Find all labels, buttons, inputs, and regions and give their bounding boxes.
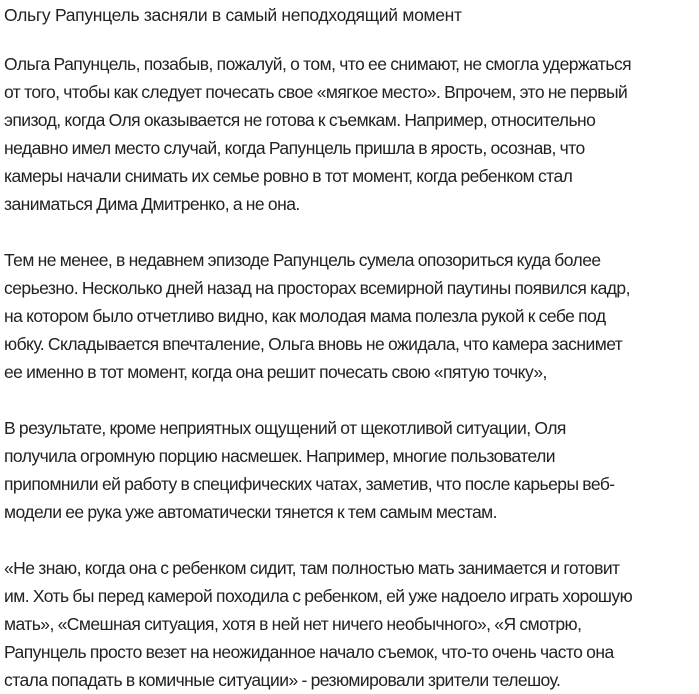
article-paragraph-4 <box>4 554 699 694</box>
paragraph-line: ее именно в тот момент, когда она решит почесать свою «пятую точку», <box>4 362 547 382</box>
paragraph-line: мать», «Смешная ситуация, хотя в ней нет ничего необычного», «Я смотрю, <box>4 614 582 634</box>
paragraph-line: им. Хоть бы перед камерой походила с ребенком, ей уже надоело играть хорошую <box>4 586 633 606</box>
paragraph-line: стала попадать в комичные ситуации» - резюмировали зрители телешоу. <box>4 670 561 690</box>
paragraph-line: получила огромную порцию насмешек. Например, многие пользователи <box>4 446 555 466</box>
paragraph-line: «Не знаю, когда она с ребенком сидит, там полностью мать занимается и готовит <box>4 558 620 578</box>
paragraph-line: Рапунцель просто везет на неожиданное начало съемок, что-то очень часто она <box>4 642 614 662</box>
article-paragraph-3 <box>4 414 699 526</box>
article-title: Ольгу Рапунцель засняли в самый неподходящий момент <box>4 5 462 25</box>
paragraph-line: модели ее рука уже автоматически тянется к тем самым местам. <box>4 502 497 522</box>
article-paragraph-2 <box>4 246 699 386</box>
article-paragraph-1 <box>4 50 699 218</box>
paragraph-line: от того, чтобы как следует почесать свое «мягкое место». Впрочем, это не первый <box>4 82 628 102</box>
paragraph-line: серьезно. Несколько дней назад на просторах всемирной паутины появился кадр, <box>4 278 630 298</box>
paragraph-line: эпизод, когда Оля оказывается не готова к съемкам. Например, относительно <box>4 110 596 130</box>
paragraph-line: Ольга Рапунцель, позабыв, пожалуй, о том, что ее снимают, не смогла удержаться <box>4 54 632 74</box>
paragraph-line: Тем не менее, в недавнем эпизоде Рапунцель сумела опозориться куда более <box>4 250 601 270</box>
paragraph-line: юбку. Складывается впечталение, Ольга вновь не ожидала, что камера заснимет <box>4 334 623 354</box>
paragraph-line: заниматься Дима Дмитренко, а не она. <box>4 194 300 214</box>
paragraph-line: камеры начали снимать их семье ровно в тот момент, когда ребенком стал <box>4 166 573 186</box>
paragraph-line: припомнили ей работу в специфических чатах, заметив, что после карьеры веб- <box>4 474 615 494</box>
paragraph-line: недавно имел место случай, когда Рапунцель пришла в ярость, осознав, что <box>4 138 585 158</box>
paragraph-line: В результате, кроме неприятных ощущений от щекотливой ситуации, Оля <box>4 418 566 438</box>
paragraph-line: на котором было отчетливо видно, как молодая мама полезла рукой к себе под <box>4 306 606 326</box>
